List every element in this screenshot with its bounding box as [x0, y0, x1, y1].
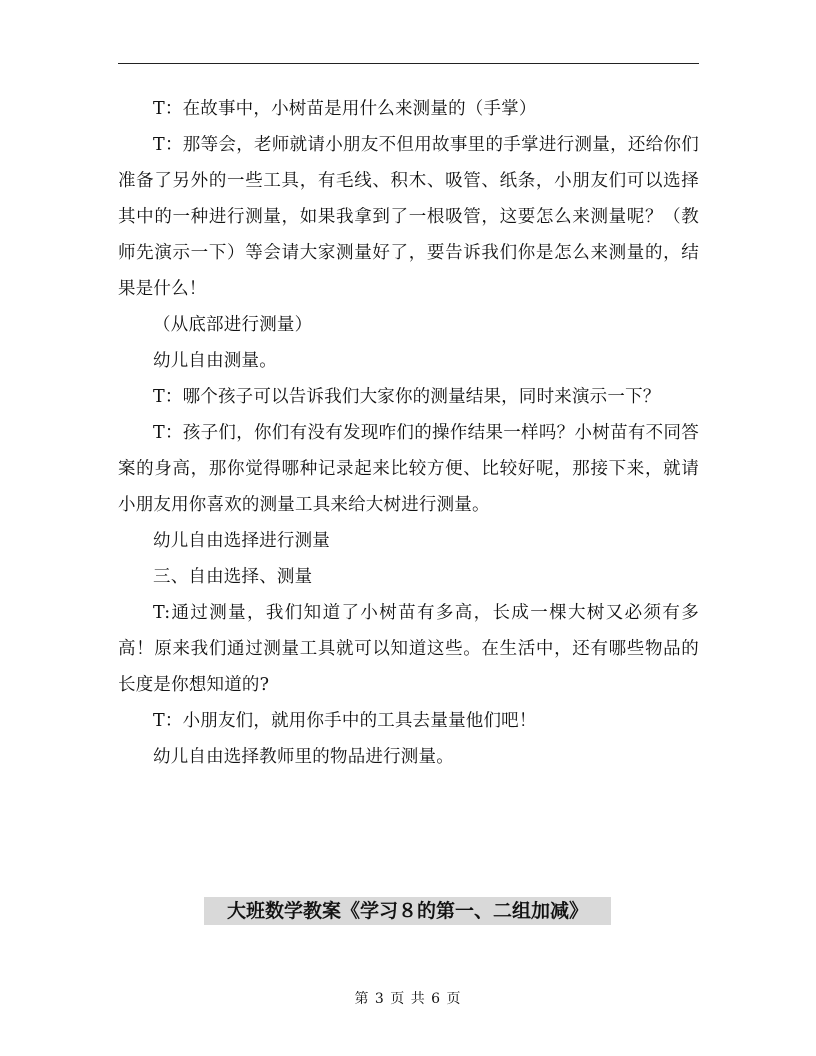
header-rule [118, 63, 699, 64]
paragraph-through-measuring: T:通过测量，我们知道了小树苗有多高，长成一棵大树又必须有多高！原来我们通过测量工具就可以知道这些。在生活中，还有哪些物品的长度是你想知道的? [118, 603, 699, 695]
page-footer: 第 3 页 共 6 页 [354, 991, 462, 1007]
paragraph-measure-question: T：在故事中，小树苗是用什么来测量的（手掌） [153, 99, 537, 119]
paragraph-share-results: T：哪个孩子可以告诉我们大家你的测量结果，同时来演示一下？ [153, 387, 661, 407]
document-body [118, 91, 699, 775]
paragraph-measure-objects: 幼儿自由选择教师里的物品进行测量。 [153, 747, 454, 767]
paragraph-use-tools: T：小朋友们，就用你手中的工具去量量他们吧！ [153, 711, 537, 731]
next-lesson-title: 大班数学教案《学习８的第一、二组加减》 [226, 900, 588, 922]
paragraph-free-measure: 幼儿自由测量。 [153, 351, 277, 371]
section-heading-free-choice: 三、自由选择、测量 [153, 567, 313, 587]
paragraph-compare-results: T：孩子们，你们有没有发现咋们的操作结果一样吗？小树苗有不同答案的身高，那你觉得哪种记录起来比较方便、比较好呢，那接下来，就请小朋友用你喜欢的测量工具来给大树进行测量。 [118, 423, 699, 515]
paragraph-from-bottom: （从底部进行测量） [153, 315, 313, 335]
paragraph-choose-measure: 幼儿自由选择进行测量 [153, 531, 330, 551]
paragraph-tools-intro: T：那等会，老师就请小朋友不但用故事里的手掌进行测量，还给你们准备了另外的一些工具，有毛线、积木、吸管、纸条，小朋友们可以选择其中的一种进行测量，如果我拿到了一根吸管，这要怎么来测量呢？（教师先演示一下）等会请大家测量好了，要告诉我们你是怎么来测量的，结果是什么！ [118, 135, 699, 299]
